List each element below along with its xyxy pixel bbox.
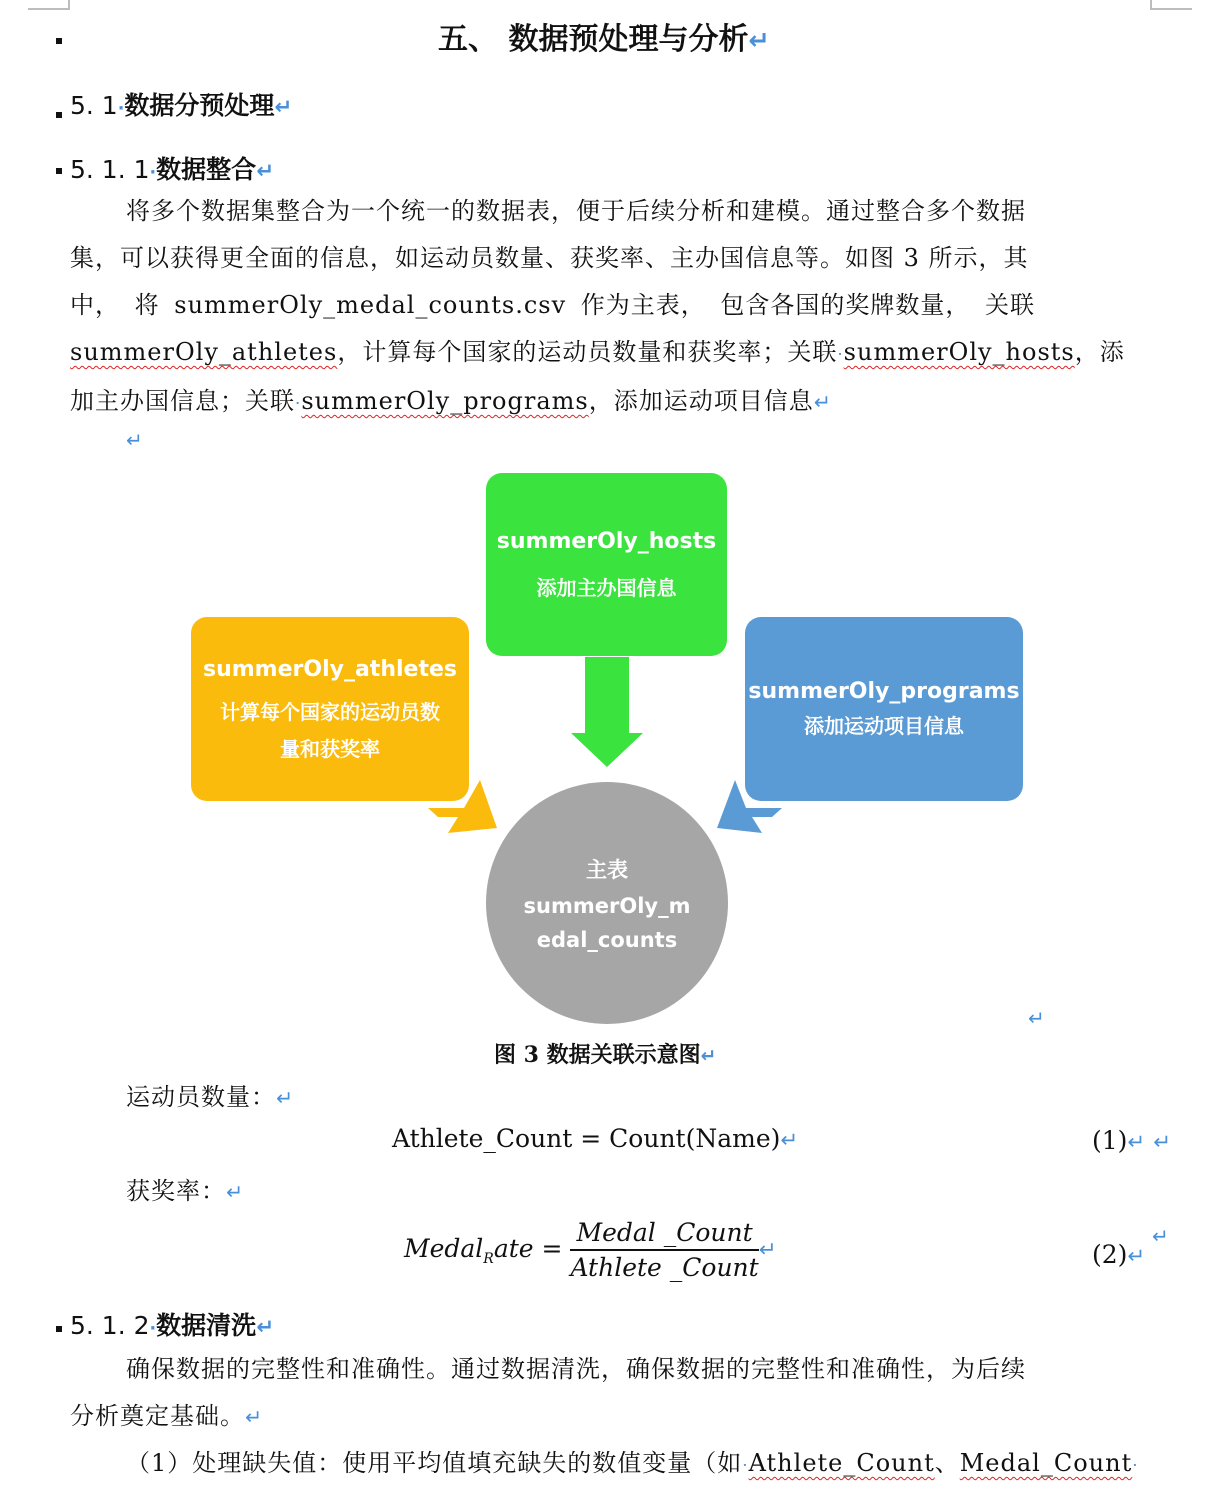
box-programs: summerOly_programs 添加运动项目信息	[745, 617, 1023, 801]
label-medal-rate: 获奖率：↵	[126, 1177, 245, 1205]
para-line: 加主办国信息；关联·summerOly_programs，添加运动项目信息↵	[70, 387, 832, 415]
box-hosts: summerOly_hosts 添加主办国信息	[486, 473, 727, 656]
page-title: 五、 数据预处理与分析↵	[438, 22, 770, 57]
label-athlete-count: 运动员数量：↵	[126, 1083, 295, 1111]
box-athletes: summerOly_athletes 计算每个国家的运动员数 量和获奖率	[191, 617, 469, 801]
link-hosts: summerOly_hosts	[843, 338, 1075, 366]
fraction: $\frac{\text{Medal \_Count}}{\text{Athlete \_Count}}$	[570, 1218, 759, 1282]
arrow-hosts	[571, 657, 643, 767]
paragraph-mark: ↵	[126, 428, 143, 452]
para-line: 将多个数据集整合为一个统一的数据表，便于后续分析和建模。通过整合多个数据	[126, 197, 1026, 225]
link-programs: summerOly_programs	[301, 387, 589, 415]
para-line: summerOly_athletes，计算每个国家的运动员数量和获奖率；关联·summerOly_hosts，添	[70, 338, 1125, 366]
heading-5-1: 5. 1·数据分预处理↵	[70, 91, 293, 120]
paragraph-mark: ↵	[1028, 1006, 1045, 1030]
list-item-1: （1）处理缺失值：使用平均值填充缺失的数值变量（如·Athlete_Count、Medal_Count·	[126, 1449, 1139, 1477]
formula-athlete-count: Athlete_Count = Count(Name)↵	[392, 1124, 799, 1153]
formula-medal-rate: Medal$_R$ate = $\frac{\text{Medal \_Count}}{\text{Athlete \_Count}}$ ↵	[404, 1218, 777, 1282]
formula-number-1: (1)↵ ↵	[1092, 1126, 1171, 1155]
center-label: 主表 summerOly_m edal_counts	[523, 858, 691, 952]
heading-bullet	[56, 1326, 62, 1332]
para-line: 分析奠定基础。↵	[70, 1402, 264, 1430]
para-line: 中， 将 summerOly_medal_counts.csv 作为主表， 包含各国的奖牌数量， 关联	[70, 291, 1036, 319]
formula-number-2: (2)↵	[1092, 1240, 1146, 1269]
link-athletes: summerOly_athletes	[70, 338, 338, 366]
heading-5-1-2: 5. 1. 2·数据清洗↵	[70, 1311, 274, 1340]
figure-caption: 图 3 数据关联示意图↵	[494, 1042, 717, 1068]
paragraph-data-cleaning	[70, 1346, 1150, 1441]
heading-5-1-1: 5. 1. 1·数据整合↵	[70, 155, 274, 184]
para-line: 确保数据的完整性和准确性。通过数据清洗，确保数据的完整性和准确性，为后续	[126, 1355, 1026, 1383]
paragraph-mark: ↵	[1152, 1224, 1169, 1248]
para-line: 集，可以获得更全面的信息，如运动员数量、获奖率、主办国信息等。如图 3 所示，其	[70, 244, 1029, 272]
